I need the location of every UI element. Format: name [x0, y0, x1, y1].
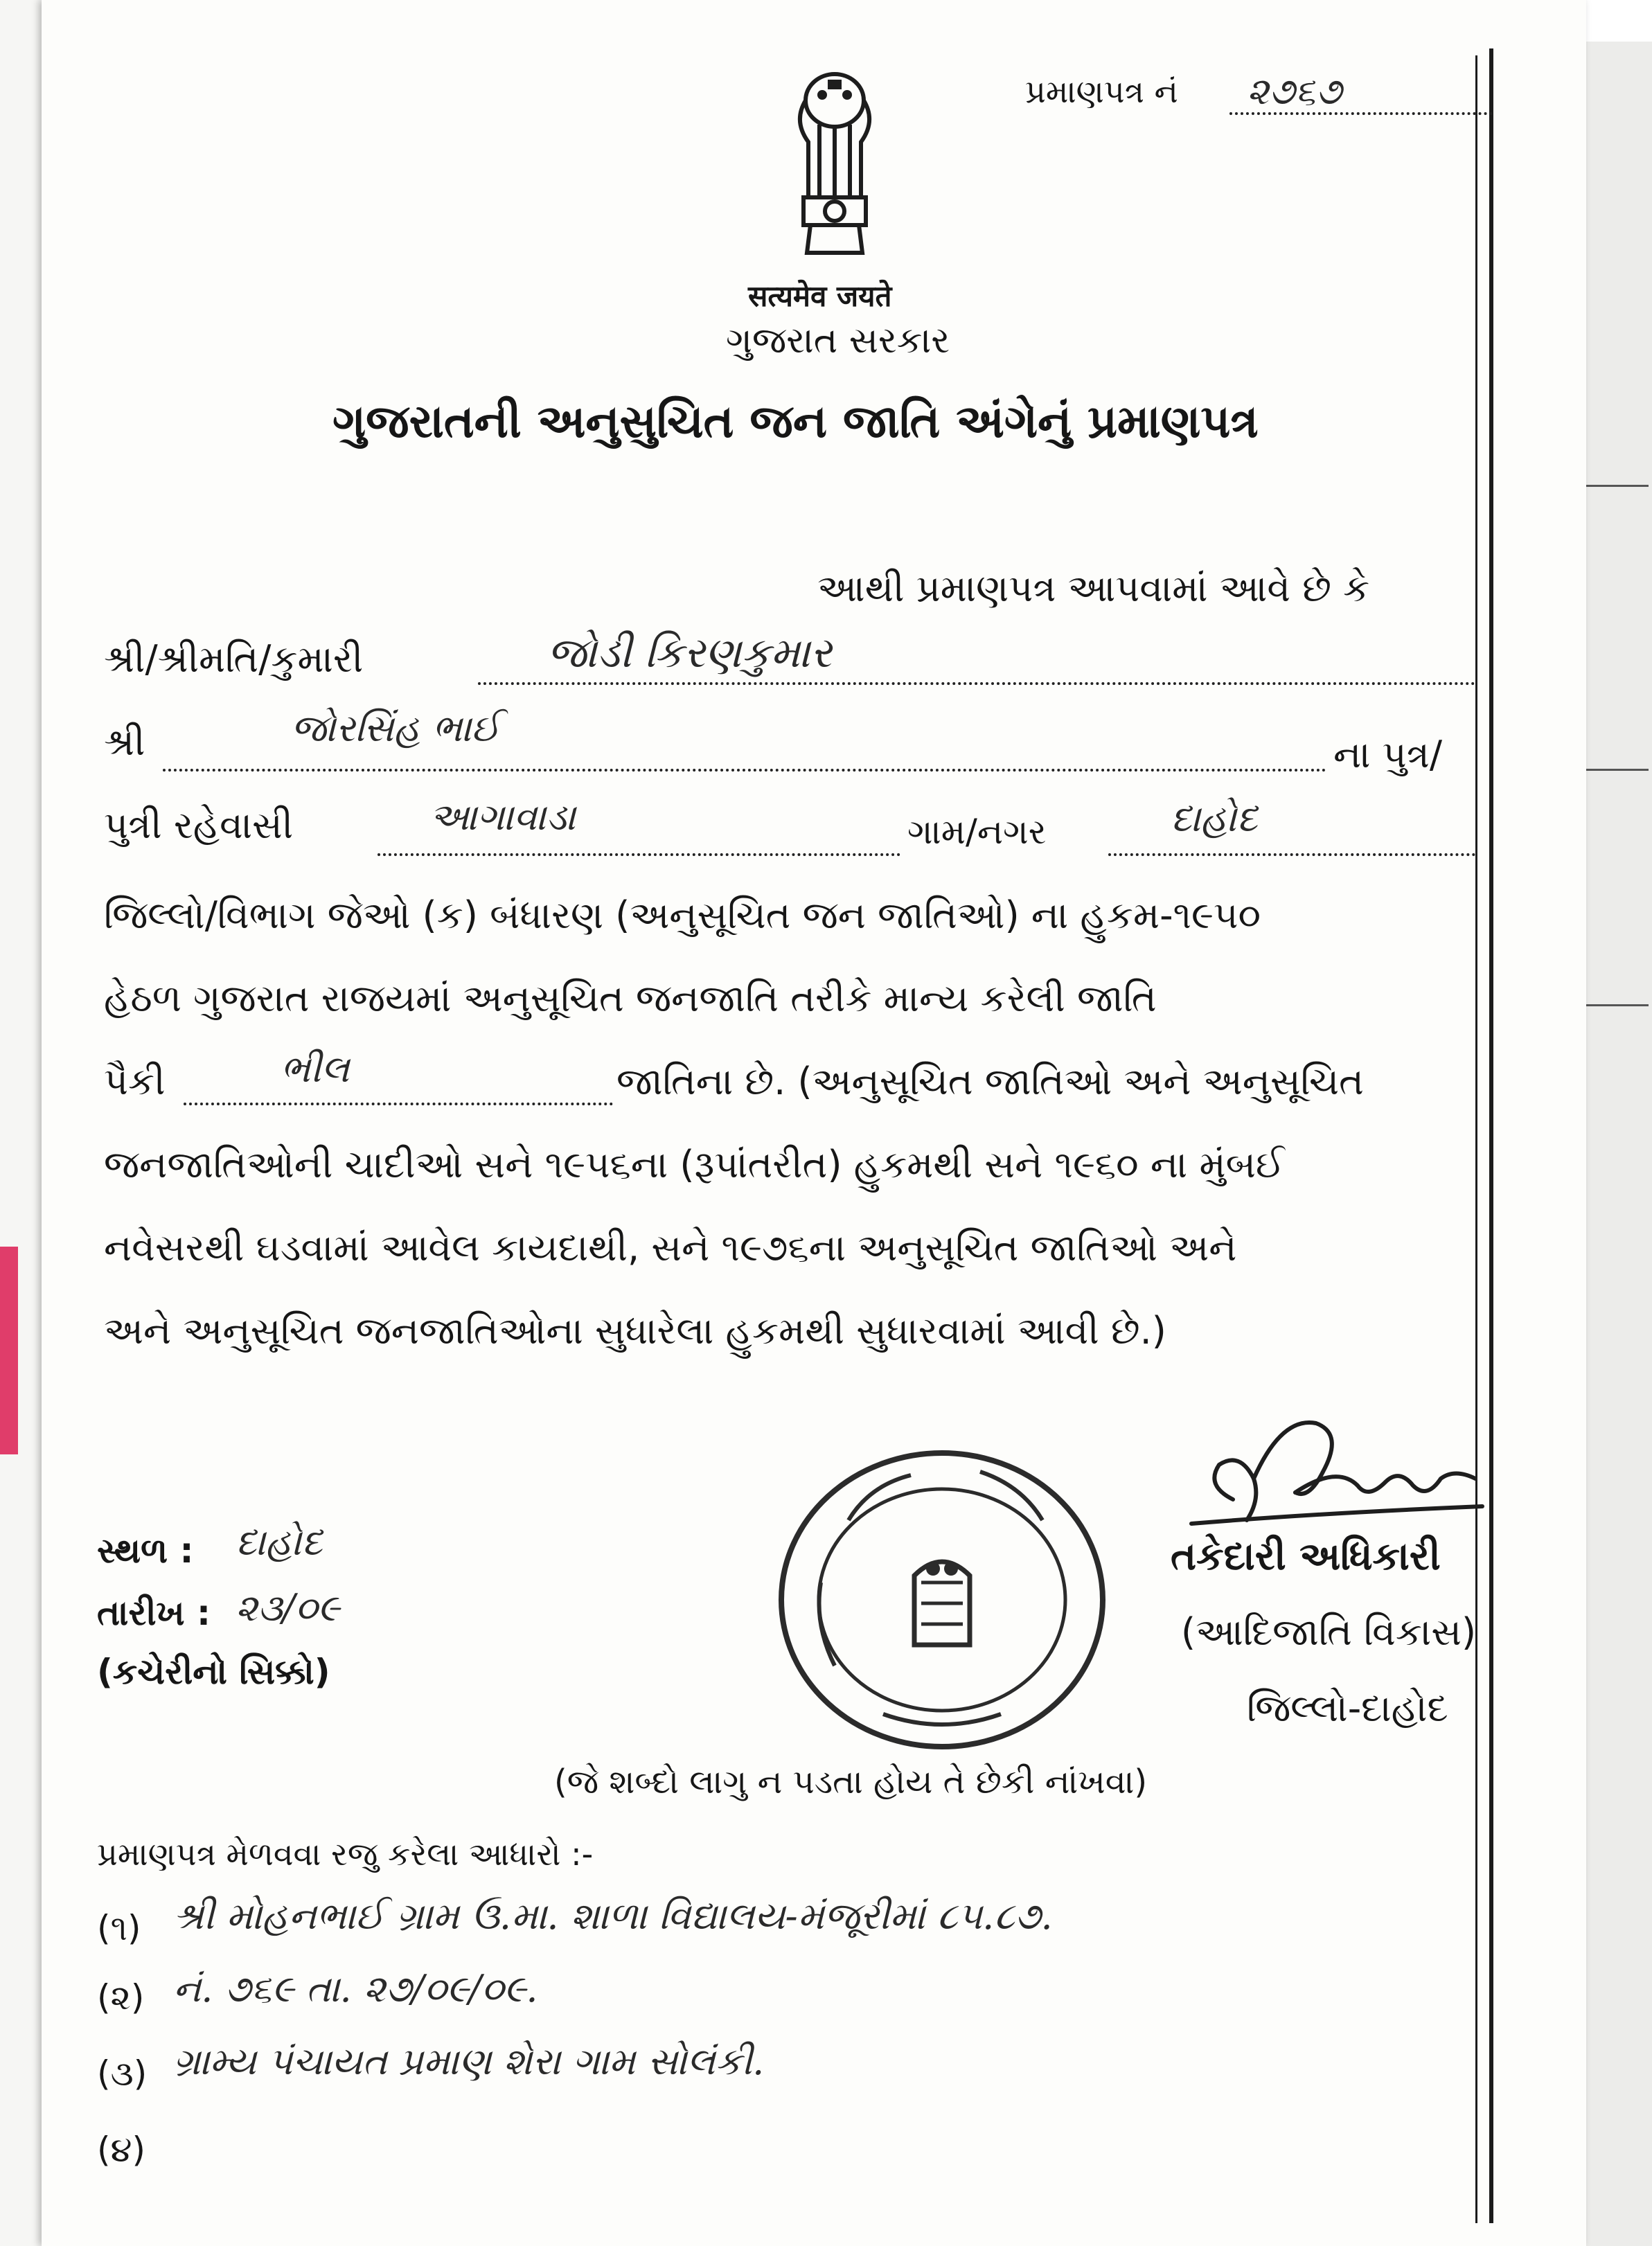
caste-prefix: પૈકી	[104, 1060, 166, 1103]
officer-department: (આદિજાતિ વિકાસ)	[1181, 1610, 1477, 1654]
body-line-6: અને અનુસૂચિત જનજાતિઓના સુધારેલા હુકમથી સુધારવામાં આવી છે.)	[104, 1309, 1166, 1353]
village-dotline	[1108, 853, 1475, 856]
parent-dotline	[163, 769, 1326, 772]
body-line-3: જાતિના છે. (અનુસૂચિત જાતિઓ અને અનુસૂચિત	[616, 1060, 1364, 1103]
document-number: (૩)	[97, 2053, 148, 2094]
document-number: (૧)	[97, 1908, 141, 1948]
place-label: સ્થળ :	[97, 1531, 194, 1571]
body-line-1: જિલ્લો/વિભાગ જેઓ (ક) બંધારણ (અનુસૂચિત જન જાતિઓ) ના હુકમ-૧૯૫૦	[104, 893, 1261, 937]
village-value: દાહોદ	[1171, 796, 1258, 840]
government-name: ગુજરાત સરકાર	[726, 320, 950, 362]
officer-title: તકેદારી અધિકારી	[1171, 1534, 1441, 1579]
caste-value: ભીલ	[281, 1047, 350, 1091]
intro-text: આથી પ્રમાણપત્ર આપવામાં આવે છે કે	[817, 567, 1370, 610]
caste-dotline	[184, 1103, 613, 1105]
state-emblem-icon	[765, 59, 904, 267]
place-value: દાહોદ	[236, 1520, 323, 1564]
backdrop-colored-edge	[0, 1247, 18, 1454]
page-title: ગુજરાતની અનુસુચિત જન જાતિ અંગેનું પ્રમાણપત્ર	[332, 395, 1259, 448]
border-outer	[1489, 48, 1493, 2223]
certificate-number-value: ૨૭૬૭	[1247, 69, 1342, 113]
parent-label: શ્રી	[104, 720, 145, 764]
body-line-2: હેઠળ ગુજરાત રાજયમાં અનુસૂચિત જનજાતિ તરીકે માન્ય કરેલી જાતિ	[104, 977, 1157, 1020]
body-line-5: નવેસરથી ઘડવામાં આવેલ કાયદાથી, સને ૧૯૭૬ના અનુસૂચિત જાતિઓ અને	[104, 1226, 1237, 1269]
resident-label: પુત્રી રહેવાસી	[104, 803, 294, 847]
village-label: ગામ/નગર	[907, 812, 1047, 852]
strike-out-note: (જે શબ્દો લાગુ ન પડતા હોય તે છેકી નાંખવા)	[554, 1763, 1148, 1801]
parent-value: જોરસિંહ ભાઈ	[291, 706, 501, 750]
national-motto: सत्यमेव जयते	[748, 279, 892, 313]
documents-label: પ્રમાણપત્ર મેળવવા રજુ કરેલા આધારો :-	[97, 1835, 594, 1873]
document-number: (૪)	[97, 2130, 146, 2170]
document-number: (૨)	[97, 1977, 145, 2017]
date-value: ૨૩/૦૯	[236, 1586, 340, 1630]
name-label: શ્રી/શ્રીમતિ/કુમારી	[104, 637, 364, 681]
document-entry: નં. ૭૬૯ તા. ૨૭/૦૯/૦૯.	[173, 1967, 538, 2011]
resident-value: આગાવાડા	[429, 795, 576, 839]
name-dotline	[478, 682, 1475, 685]
document-entry: ગ્રામ્ય પંચાયત પ્રમાણ શેરા ગામ સોલંકી.	[173, 2040, 765, 2083]
date-label: તારીખ :	[97, 1593, 211, 1633]
body-line-4: જનજાતિઓની ચાદીઓ સને ૧૯૫૬ના (રૂપાંતરીત) હુકમથી સને ૧૯૬૦ ના મુંબઈ	[104, 1143, 1285, 1186]
office-seal-label: (કચેરીનો સિક્કો)	[97, 1652, 330, 1692]
parent-suffix: ના પુત્ર/	[1333, 733, 1443, 776]
name-value: જોડી કિરણકુમાર	[547, 629, 832, 677]
office-seal-stamp	[772, 1444, 1112, 1756]
certificate-number-label: પ્રમાણપત્ર નં	[1025, 73, 1178, 110]
officer-district: જિલ્લો-દાહોદ	[1247, 1686, 1448, 1730]
border-inner	[1475, 55, 1477, 2223]
document-entry: શ્રી મોહનભાઈ ગ્રામ ઉ.મા. શાળા વિદ્યાલય-મંજૂરીમાં ૮૫.૮૭.	[173, 1894, 1053, 1938]
resident-dotline	[378, 853, 900, 856]
